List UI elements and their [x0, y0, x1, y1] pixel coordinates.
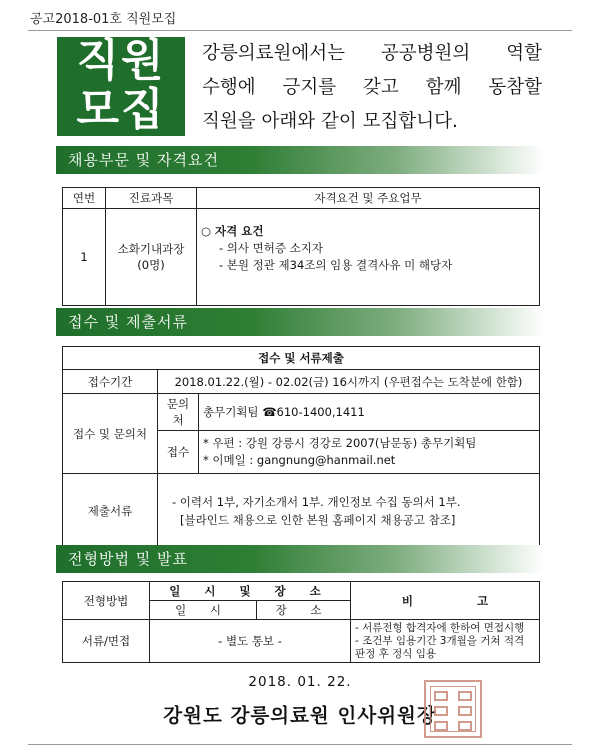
- qual-title: ○ 자격 요건: [201, 224, 264, 238]
- docs-line-2: [블라인드 채용으로 인한 본원 홈페이지 채용공고 참조]: [180, 513, 456, 527]
- bottom-divider: [28, 744, 572, 745]
- intro-line-1: 강릉의료원에서는 공공병원의 역할: [202, 43, 542, 64]
- row-no: 1: [63, 209, 106, 306]
- note-line-2: - 조건부 임용기간 3개월을 거쳐 적격 판정 후 정식 임용: [355, 634, 525, 660]
- note-value: [351, 620, 540, 663]
- note-line-1: - 서류전형 합격자에 한하여 면접시행: [355, 621, 525, 634]
- submit-value: [199, 431, 540, 474]
- recruit-logo: [57, 37, 185, 136]
- seal-glyph: [434, 691, 448, 701]
- logo-line-1: 직원: [76, 35, 166, 86]
- seal-glyph: [434, 706, 448, 716]
- signature-line: 강원도 강릉의료원 인사위원장: [163, 704, 437, 727]
- contact-label: 접수 및 문의처: [63, 394, 158, 474]
- row-qualification: [197, 209, 540, 306]
- schedule-header: 일 시 및 장 소: [150, 582, 351, 601]
- qual-item: - 본원 정관 제34조의 임용 결격사유 미 해당자: [219, 258, 453, 272]
- seal-glyph: [434, 721, 448, 731]
- application-table: [62, 346, 540, 549]
- method-table: [62, 581, 540, 663]
- section-heading-application: 접수 및 제출서류: [56, 308, 544, 336]
- dept-count: (0명): [137, 258, 165, 272]
- table-row: [63, 394, 540, 431]
- notice-number: 공고2018-01호 직원모집: [30, 12, 177, 27]
- table-row: [63, 370, 540, 394]
- header-qualification: 자격요건 및 주요업무: [197, 188, 540, 209]
- table-row: [63, 620, 540, 663]
- intro-text: [202, 37, 542, 139]
- submit-label: 접수: [158, 431, 199, 474]
- dept-name: 소화기내과장: [117, 242, 185, 256]
- period-value: 2018.01.22.(월) - 02.02(금) 16시까지 (우편접수는 도착분에 한함): [158, 370, 540, 394]
- top-divider: [28, 30, 572, 31]
- recruitment-table: [62, 187, 540, 306]
- section-heading-method: 전형방법 및 발표: [56, 545, 544, 573]
- table-row: [63, 474, 540, 549]
- intro-line-3: 직원을 아래와 같이 모집합니다.: [202, 111, 458, 132]
- official-seal-icon: [424, 680, 482, 738]
- logo-line-2: 모집: [76, 84, 166, 135]
- seal-glyph: [458, 691, 472, 701]
- email-address: * 이메일 : gangnung@hanmail.net: [203, 453, 396, 467]
- application-title: 접수 및 서류제출: [63, 347, 540, 370]
- table-header-row: [63, 188, 540, 209]
- table-row: [63, 582, 540, 601]
- row-dept: [106, 209, 197, 306]
- note-header: 비 고: [351, 582, 540, 620]
- post-address: * 우편 : 강원 강릉시 경강로 2007(남문동) 총무기획팀: [203, 436, 477, 450]
- section-heading-recruitment: 채용부문 및 자격요건: [56, 146, 544, 174]
- inquiry-value: 총무기획팀 ☎610-1400,1411: [199, 394, 540, 431]
- docs-line-1: - 이력서 1부, 자기소개서 1부. 개인정보 수집 동의서 1부.: [172, 495, 461, 509]
- header-dept: 진료과목: [106, 188, 197, 209]
- seal-glyph: [458, 721, 472, 731]
- announcement-date: 2018. 01. 22.: [248, 674, 352, 690]
- inquiry-label: 문의처: [158, 394, 199, 431]
- header-no: 연번: [63, 188, 106, 209]
- schedule-value: - 별도 통보 -: [150, 620, 351, 663]
- table-row: [63, 209, 540, 306]
- table-row: [63, 347, 540, 370]
- method-value: 서류/면접: [63, 620, 150, 663]
- intro-line-2: 수행에 긍지를 갖고 함께 동참할: [202, 77, 542, 98]
- qual-item: - 의사 면허증 소지자: [219, 241, 323, 255]
- docs-value: [158, 474, 540, 549]
- docs-label: 제출서류: [63, 474, 158, 549]
- period-label: 접수기간: [63, 370, 158, 394]
- place-header: 장 소: [257, 601, 351, 620]
- seal-glyph: [458, 706, 472, 716]
- date-header: 일 시: [150, 601, 257, 620]
- method-header: 전형방법: [63, 582, 150, 620]
